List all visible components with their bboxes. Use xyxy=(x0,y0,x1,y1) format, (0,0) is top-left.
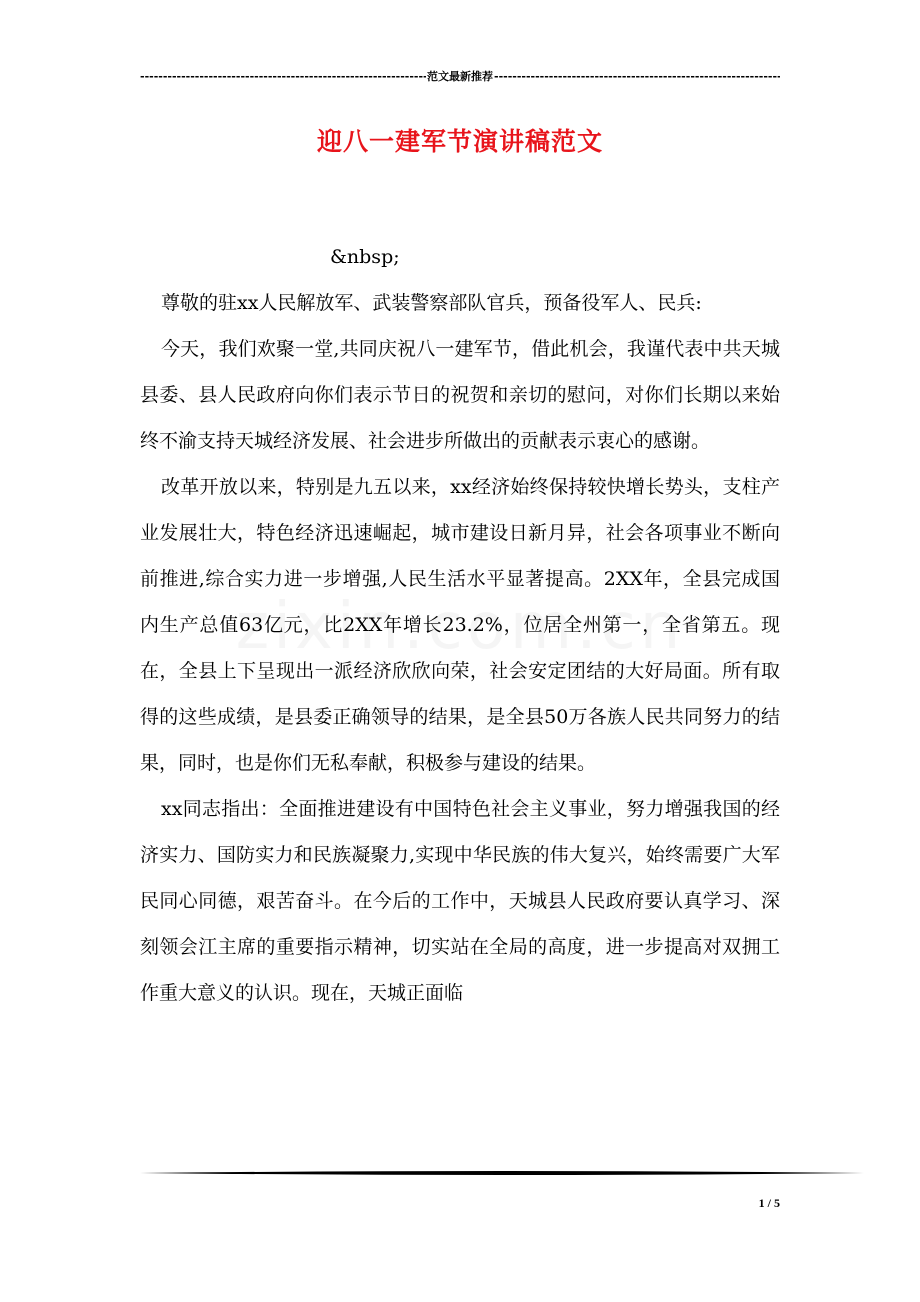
nbsp-paragraph: &nbsp; xyxy=(330,246,400,268)
salutation-paragraph: 尊敬的驻xx人民解放军、武装警察部队官兵，预备役军人、民兵: xyxy=(161,292,702,314)
page-number: 1 / 5 xyxy=(758,1196,780,1210)
footer-rule-shape xyxy=(140,1170,864,1176)
header-label: 范文最新推荐 xyxy=(427,70,493,83)
body-paragraph-2: 改革开放以来，特别是九五以来，xx经济始终保持较快增长势头，支柱产业发展壮大，特色经济迅速崛起，城市建设日新月异，社会各项事业不断向前推进,综合实力进一步增强,人民生活水平显著提高。2XX年，全县完成国内生产总值63亿元，比2XX年增长23.2%，位居全州第一，全省第五。现在，全县上下呈现出一派经济欣欣向荣，社会安定团结的大好局面。所有取得的这些成绩，是县委正确领导的结果，是全县50万各族人民共同努力的结果，同时，也是你们无私奉献，积极参与建设的结果。 xyxy=(140,476,780,774)
body-paragraph-3: xx同志指出：全面推进建设有中国特色社会主义事业，努力增强我国的经济实力、国防实力和民族凝聚力,实现中华民族的伟大复兴，始终需要广大军民同心同德，艰苦奋斗。在今后的工作中，天城县人民政府要认真学习、深刻领会江主席的重要指示精神，切实站在全局的高度，进一步提高对双拥工作重大意义的认识。现在，天城正面临 xyxy=(140,798,780,1004)
body-paragraph-1: 今天，我们欢聚一堂,共同庆祝八一建军节，借此机会，我谨代表中共天城县委、县人民政府向你们表示节日的祝贺和亲切的慰问，对你们长期以来始终不渝支持天城经济发展、社会进步所做出的贡献表示衷心的感谢。 xyxy=(140,338,780,452)
header-dash-right xyxy=(494,70,780,83)
header-dash-left xyxy=(140,70,426,83)
document-title: 迎八一建军节演讲稿范文 xyxy=(316,127,603,156)
document-body xyxy=(140,234,780,1016)
page-header xyxy=(140,68,780,84)
footer-rule xyxy=(140,1170,864,1176)
